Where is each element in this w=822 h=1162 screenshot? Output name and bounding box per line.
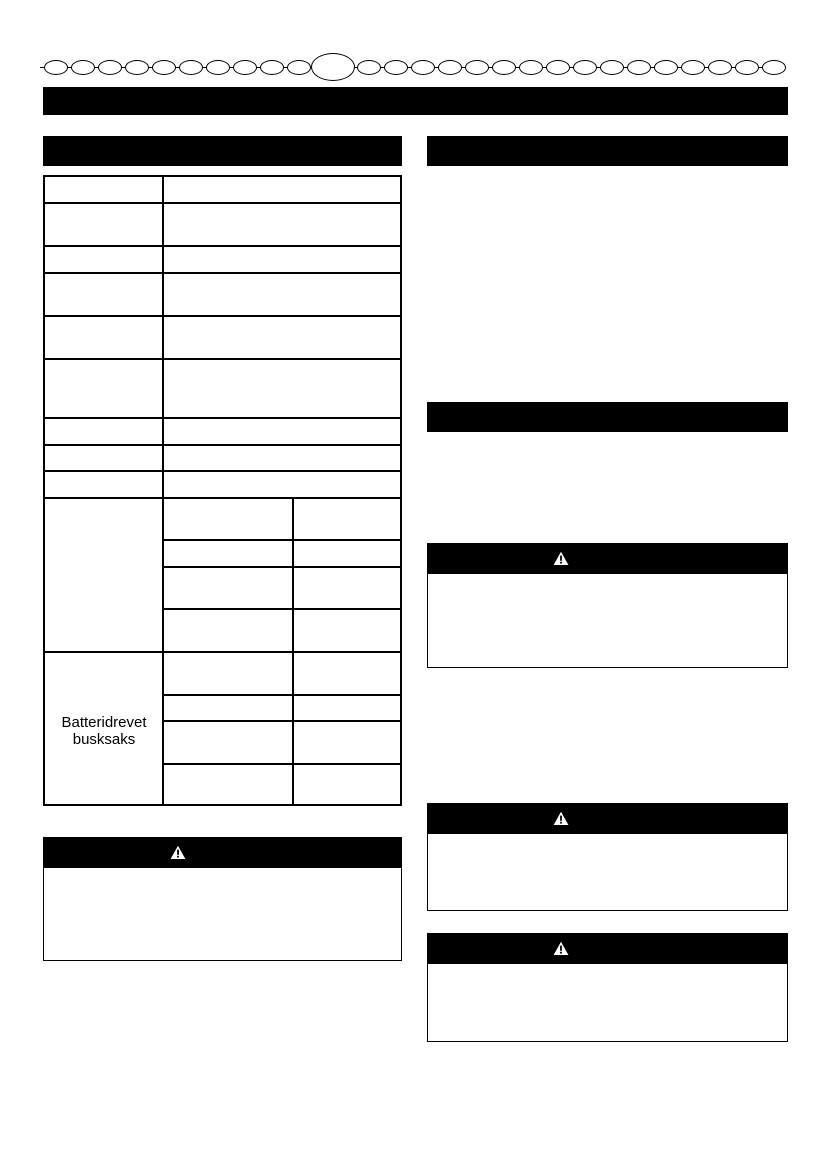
table-row-line xyxy=(45,651,400,653)
language-tab[interactable] xyxy=(600,60,624,75)
table-row-line xyxy=(45,202,400,204)
table-subrow-line xyxy=(162,539,400,541)
table-subrow-line xyxy=(162,694,400,696)
warning-triangle-icon xyxy=(553,941,569,956)
table-row-line xyxy=(45,497,400,499)
language-tab-strip xyxy=(0,0,822,90)
language-tab[interactable] xyxy=(465,60,489,75)
language-tab[interactable] xyxy=(71,60,95,75)
warning-box xyxy=(427,933,788,1042)
table-subrow-line xyxy=(162,763,400,765)
table-subrow-line xyxy=(162,720,400,722)
language-tab[interactable] xyxy=(681,60,705,75)
language-tab[interactable] xyxy=(519,60,543,75)
language-tab[interactable] xyxy=(627,60,651,75)
language-tab[interactable] xyxy=(708,60,732,75)
language-tab[interactable] xyxy=(179,60,203,75)
language-tab[interactable] xyxy=(125,60,149,75)
warning-header xyxy=(428,544,787,574)
warning-header xyxy=(428,934,787,964)
left-section-header xyxy=(43,136,402,166)
table-row-line xyxy=(45,272,400,274)
warning-header xyxy=(44,838,401,868)
table-row-line xyxy=(45,358,400,360)
warning-triangle-icon xyxy=(553,551,569,566)
language-tab[interactable] xyxy=(546,60,570,75)
language-tab[interactable] xyxy=(654,60,678,75)
language-tab[interactable] xyxy=(287,60,311,75)
table-subrow-line xyxy=(162,566,400,568)
language-tab[interactable] xyxy=(152,60,176,75)
right-section-header xyxy=(427,136,788,166)
language-tab[interactable] xyxy=(233,60,257,75)
language-tab[interactable] xyxy=(206,60,230,75)
language-tab[interactable] xyxy=(762,60,786,75)
language-tab[interactable] xyxy=(573,60,597,75)
language-tab[interactable] xyxy=(260,60,284,75)
language-tab[interactable] xyxy=(98,60,122,75)
language-tab[interactable] xyxy=(735,60,759,75)
table-row-line xyxy=(45,444,400,446)
language-tab-selected[interactable] xyxy=(311,53,355,81)
table-subrow-line xyxy=(162,608,400,610)
warning-triangle-icon xyxy=(553,811,569,826)
right-section-header-2 xyxy=(427,402,788,432)
spec-table xyxy=(43,175,402,806)
table-row-line xyxy=(45,470,400,472)
table-row-line xyxy=(45,245,400,247)
language-tab[interactable] xyxy=(44,60,68,75)
table-row-line xyxy=(45,417,400,419)
language-tab[interactable] xyxy=(492,60,516,75)
page-header-bar xyxy=(43,87,788,115)
warning-header xyxy=(428,804,787,834)
warning-box xyxy=(427,803,788,911)
table-row-line xyxy=(45,315,400,317)
language-tab[interactable] xyxy=(438,60,462,75)
language-tab[interactable] xyxy=(384,60,408,75)
table-group-label: Batteridrevet busksaks xyxy=(61,714,147,748)
language-tab[interactable] xyxy=(357,60,381,75)
warning-triangle-icon xyxy=(170,845,186,860)
warning-box xyxy=(427,543,788,668)
warning-box xyxy=(43,837,402,961)
language-tab[interactable] xyxy=(411,60,435,75)
